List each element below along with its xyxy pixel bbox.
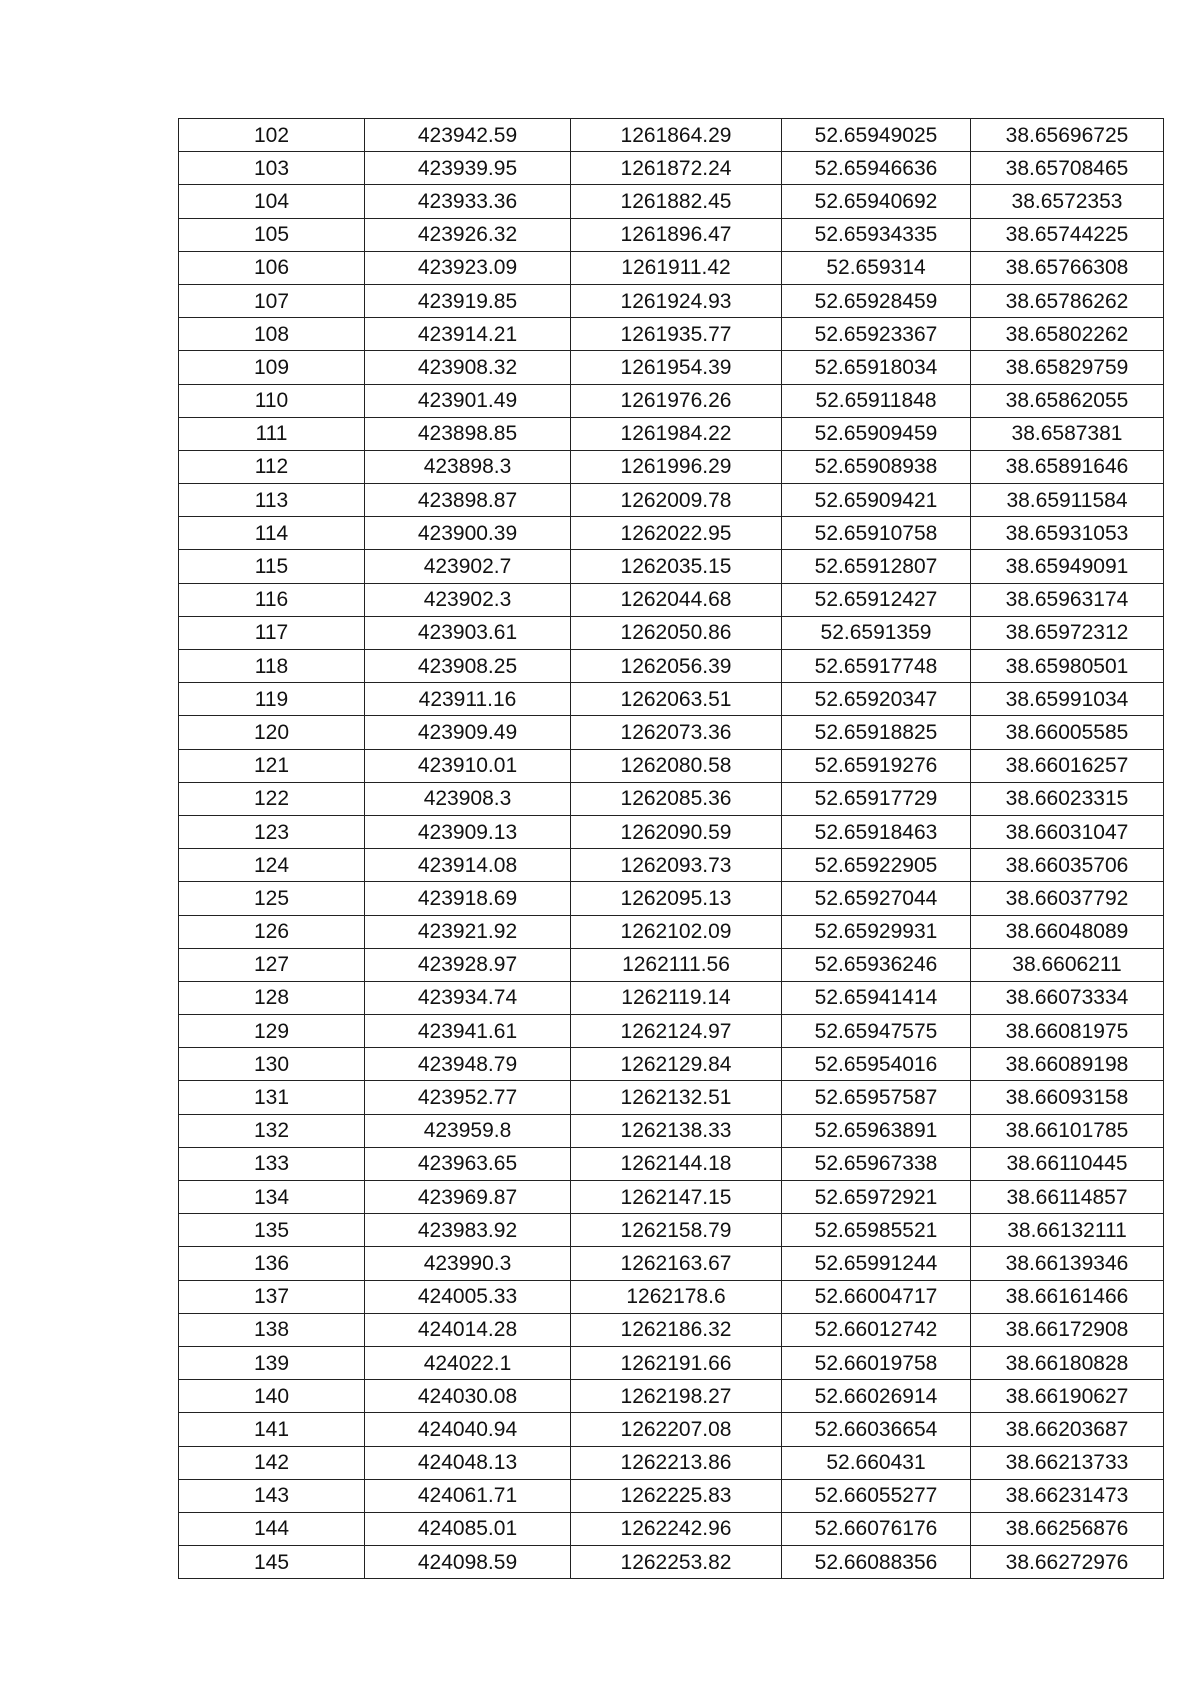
point-number-cell: 131 — [179, 1081, 365, 1114]
table-row — [179, 882, 1164, 915]
table-row — [179, 583, 1164, 616]
longitude-cell: 38.65911584 — [971, 484, 1164, 517]
latitude-cell: 52.65909421 — [782, 484, 971, 517]
coordinates-table — [178, 118, 1164, 1579]
point-number-cell: 115 — [179, 550, 365, 583]
latitude-cell: 52.65991244 — [782, 1247, 971, 1280]
y-coordinate-cell: 1261935.77 — [571, 318, 782, 351]
point-number-cell: 107 — [179, 284, 365, 317]
longitude-cell: 38.66073334 — [971, 981, 1164, 1014]
x-coordinate-cell: 423910.01 — [365, 749, 571, 782]
y-coordinate-cell: 1262191.66 — [571, 1346, 782, 1379]
longitude-cell: 38.6572353 — [971, 185, 1164, 218]
point-number-cell: 116 — [179, 583, 365, 616]
y-coordinate-cell: 1262102.09 — [571, 915, 782, 948]
point-number-cell: 124 — [179, 849, 365, 882]
point-number-cell: 130 — [179, 1048, 365, 1081]
x-coordinate-cell: 423969.87 — [365, 1181, 571, 1214]
latitude-cell: 52.66055277 — [782, 1479, 971, 1512]
x-coordinate-cell: 424085.01 — [365, 1512, 571, 1545]
point-number-cell: 126 — [179, 915, 365, 948]
latitude-cell: 52.65967338 — [782, 1147, 971, 1180]
latitude-cell: 52.660431 — [782, 1446, 971, 1479]
point-number-cell: 114 — [179, 517, 365, 550]
table-row — [179, 915, 1164, 948]
longitude-cell: 38.66089198 — [971, 1048, 1164, 1081]
longitude-cell: 38.66203687 — [971, 1413, 1164, 1446]
x-coordinate-cell: 423942.59 — [365, 119, 571, 152]
x-coordinate-cell: 423948.79 — [365, 1048, 571, 1081]
table-row — [179, 815, 1164, 848]
point-number-cell: 145 — [179, 1546, 365, 1579]
x-coordinate-cell: 423939.95 — [365, 152, 571, 185]
longitude-cell: 38.65786262 — [971, 284, 1164, 317]
longitude-cell: 38.66161466 — [971, 1280, 1164, 1313]
latitude-cell: 52.65928459 — [782, 284, 971, 317]
point-number-cell: 121 — [179, 749, 365, 782]
longitude-cell: 38.66114857 — [971, 1181, 1164, 1214]
point-number-cell: 139 — [179, 1346, 365, 1379]
point-number-cell: 108 — [179, 318, 365, 351]
point-number-cell: 143 — [179, 1479, 365, 1512]
longitude-cell: 38.65708465 — [971, 152, 1164, 185]
table-row — [179, 749, 1164, 782]
table-row — [179, 351, 1164, 384]
table-row — [179, 384, 1164, 417]
y-coordinate-cell: 1262044.68 — [571, 583, 782, 616]
table-row — [179, 1081, 1164, 1114]
longitude-cell: 38.66110445 — [971, 1147, 1164, 1180]
point-number-cell: 111 — [179, 417, 365, 450]
table-row — [179, 1280, 1164, 1313]
table-row — [179, 417, 1164, 450]
table-row — [179, 318, 1164, 351]
table-row — [179, 981, 1164, 1014]
table-row — [179, 251, 1164, 284]
x-coordinate-cell: 423926.32 — [365, 218, 571, 251]
table-row — [179, 1114, 1164, 1147]
table-row — [179, 683, 1164, 716]
x-coordinate-cell: 423902.7 — [365, 550, 571, 583]
table-row — [179, 948, 1164, 981]
y-coordinate-cell: 1261954.39 — [571, 351, 782, 384]
latitude-cell: 52.65941414 — [782, 981, 971, 1014]
x-coordinate-cell: 424030.08 — [365, 1380, 571, 1413]
x-coordinate-cell: 424048.13 — [365, 1446, 571, 1479]
x-coordinate-cell: 423898.85 — [365, 417, 571, 450]
latitude-cell: 52.66036654 — [782, 1413, 971, 1446]
y-coordinate-cell: 1262056.39 — [571, 650, 782, 683]
longitude-cell: 38.65949091 — [971, 550, 1164, 583]
point-number-cell: 117 — [179, 616, 365, 649]
coordinates-table-body — [179, 119, 1164, 1579]
longitude-cell: 38.66231473 — [971, 1479, 1164, 1512]
latitude-cell: 52.6591359 — [782, 616, 971, 649]
table-row — [179, 650, 1164, 683]
table-row — [179, 716, 1164, 749]
latitude-cell: 52.65946636 — [782, 152, 971, 185]
latitude-cell: 52.65985521 — [782, 1214, 971, 1247]
longitude-cell: 38.65744225 — [971, 218, 1164, 251]
latitude-cell: 52.65918034 — [782, 351, 971, 384]
table-row — [179, 1380, 1164, 1413]
longitude-cell: 38.66016257 — [971, 749, 1164, 782]
longitude-cell: 38.66180828 — [971, 1346, 1164, 1379]
point-number-cell: 105 — [179, 218, 365, 251]
point-number-cell: 120 — [179, 716, 365, 749]
y-coordinate-cell: 1262225.83 — [571, 1479, 782, 1512]
y-coordinate-cell: 1262063.51 — [571, 683, 782, 716]
x-coordinate-cell: 423983.92 — [365, 1214, 571, 1247]
table-row — [179, 1313, 1164, 1346]
y-coordinate-cell: 1262124.97 — [571, 1015, 782, 1048]
y-coordinate-cell: 1261976.26 — [571, 384, 782, 417]
longitude-cell: 38.65972312 — [971, 616, 1164, 649]
y-coordinate-cell: 1262198.27 — [571, 1380, 782, 1413]
longitude-cell: 38.66132111 — [971, 1214, 1164, 1247]
y-coordinate-cell: 1262144.18 — [571, 1147, 782, 1180]
latitude-cell: 52.65912807 — [782, 550, 971, 583]
x-coordinate-cell: 423914.21 — [365, 318, 571, 351]
table-row — [179, 450, 1164, 483]
table-row — [179, 1546, 1164, 1579]
latitude-cell: 52.65918825 — [782, 716, 971, 749]
latitude-cell: 52.66088356 — [782, 1546, 971, 1579]
longitude-cell: 38.65766308 — [971, 251, 1164, 284]
latitude-cell: 52.65910758 — [782, 517, 971, 550]
x-coordinate-cell: 423933.36 — [365, 185, 571, 218]
table-row — [179, 782, 1164, 815]
x-coordinate-cell: 423903.61 — [365, 616, 571, 649]
longitude-cell: 38.66101785 — [971, 1114, 1164, 1147]
latitude-cell: 52.65920347 — [782, 683, 971, 716]
table-row — [179, 185, 1164, 218]
latitude-cell: 52.65934335 — [782, 218, 971, 251]
longitude-cell: 38.66213733 — [971, 1446, 1164, 1479]
x-coordinate-cell: 423928.97 — [365, 948, 571, 981]
y-coordinate-cell: 1262080.58 — [571, 749, 782, 782]
table-row — [179, 1479, 1164, 1512]
longitude-cell: 38.65991034 — [971, 683, 1164, 716]
x-coordinate-cell: 423921.92 — [365, 915, 571, 948]
x-coordinate-cell: 423909.13 — [365, 815, 571, 848]
y-coordinate-cell: 1262035.15 — [571, 550, 782, 583]
longitude-cell: 38.66005585 — [971, 716, 1164, 749]
x-coordinate-cell: 423914.08 — [365, 849, 571, 882]
latitude-cell: 52.65954016 — [782, 1048, 971, 1081]
longitude-cell: 38.65891646 — [971, 450, 1164, 483]
x-coordinate-cell: 423901.49 — [365, 384, 571, 417]
x-coordinate-cell: 423908.25 — [365, 650, 571, 683]
x-coordinate-cell: 423900.39 — [365, 517, 571, 550]
x-coordinate-cell: 423990.3 — [365, 1247, 571, 1280]
point-number-cell: 138 — [179, 1313, 365, 1346]
point-number-cell: 106 — [179, 251, 365, 284]
y-coordinate-cell: 1262242.96 — [571, 1512, 782, 1545]
x-coordinate-cell: 423909.49 — [365, 716, 571, 749]
y-coordinate-cell: 1262085.36 — [571, 782, 782, 815]
y-coordinate-cell: 1262050.86 — [571, 616, 782, 649]
y-coordinate-cell: 1261896.47 — [571, 218, 782, 251]
longitude-cell: 38.65980501 — [971, 650, 1164, 683]
point-number-cell: 118 — [179, 650, 365, 683]
latitude-cell: 52.65917729 — [782, 782, 971, 815]
y-coordinate-cell: 1262119.14 — [571, 981, 782, 1014]
latitude-cell: 52.66026914 — [782, 1380, 971, 1413]
table-row — [179, 1446, 1164, 1479]
x-coordinate-cell: 423902.3 — [365, 583, 571, 616]
x-coordinate-cell: 423898.3 — [365, 450, 571, 483]
point-number-cell: 109 — [179, 351, 365, 384]
latitude-cell: 52.65929931 — [782, 915, 971, 948]
table-row — [179, 218, 1164, 251]
latitude-cell: 52.65963891 — [782, 1114, 971, 1147]
point-number-cell: 122 — [179, 782, 365, 815]
point-number-cell: 133 — [179, 1147, 365, 1180]
y-coordinate-cell: 1262073.36 — [571, 716, 782, 749]
longitude-cell: 38.66023315 — [971, 782, 1164, 815]
point-number-cell: 135 — [179, 1214, 365, 1247]
longitude-cell: 38.65696725 — [971, 119, 1164, 152]
y-coordinate-cell: 1261924.93 — [571, 284, 782, 317]
x-coordinate-cell: 423963.65 — [365, 1147, 571, 1180]
latitude-cell: 52.66012742 — [782, 1313, 971, 1346]
latitude-cell: 52.65922905 — [782, 849, 971, 882]
x-coordinate-cell: 423908.3 — [365, 782, 571, 815]
x-coordinate-cell: 423898.87 — [365, 484, 571, 517]
point-number-cell: 103 — [179, 152, 365, 185]
y-coordinate-cell: 1261864.29 — [571, 119, 782, 152]
latitude-cell: 52.65936246 — [782, 948, 971, 981]
table-row — [179, 284, 1164, 317]
longitude-cell: 38.66048089 — [971, 915, 1164, 948]
table-row — [179, 484, 1164, 517]
longitude-cell: 38.66093158 — [971, 1081, 1164, 1114]
y-coordinate-cell: 1262186.32 — [571, 1313, 782, 1346]
y-coordinate-cell: 1262111.56 — [571, 948, 782, 981]
table-row — [179, 849, 1164, 882]
latitude-cell: 52.65957587 — [782, 1081, 971, 1114]
y-coordinate-cell: 1262090.59 — [571, 815, 782, 848]
x-coordinate-cell: 423934.74 — [365, 981, 571, 1014]
table-row — [179, 616, 1164, 649]
table-row — [179, 1181, 1164, 1214]
longitude-cell: 38.66190627 — [971, 1380, 1164, 1413]
longitude-cell: 38.66272976 — [971, 1546, 1164, 1579]
latitude-cell: 52.66004717 — [782, 1280, 971, 1313]
latitude-cell: 52.65947575 — [782, 1015, 971, 1048]
table-row — [179, 1413, 1164, 1446]
table-row — [179, 1015, 1164, 1048]
table-row — [179, 517, 1164, 550]
latitude-cell: 52.659314 — [782, 251, 971, 284]
x-coordinate-cell: 423919.85 — [365, 284, 571, 317]
y-coordinate-cell: 1261996.29 — [571, 450, 782, 483]
point-number-cell: 123 — [179, 815, 365, 848]
longitude-cell: 38.65931053 — [971, 517, 1164, 550]
point-number-cell: 110 — [179, 384, 365, 417]
latitude-cell: 52.65923367 — [782, 318, 971, 351]
x-coordinate-cell: 424014.28 — [365, 1313, 571, 1346]
longitude-cell: 38.66172908 — [971, 1313, 1164, 1346]
x-coordinate-cell: 423959.8 — [365, 1114, 571, 1147]
x-coordinate-cell: 424098.59 — [365, 1546, 571, 1579]
y-coordinate-cell: 1262158.79 — [571, 1214, 782, 1247]
longitude-cell: 38.66035706 — [971, 849, 1164, 882]
y-coordinate-cell: 1261984.22 — [571, 417, 782, 450]
table-row — [179, 1048, 1164, 1081]
point-number-cell: 112 — [179, 450, 365, 483]
longitude-cell: 38.6587381 — [971, 417, 1164, 450]
point-number-cell: 136 — [179, 1247, 365, 1280]
x-coordinate-cell: 424040.94 — [365, 1413, 571, 1446]
y-coordinate-cell: 1262095.13 — [571, 882, 782, 915]
longitude-cell: 38.6606211 — [971, 948, 1164, 981]
latitude-cell: 52.65972921 — [782, 1181, 971, 1214]
y-coordinate-cell: 1262213.86 — [571, 1446, 782, 1479]
table-row — [179, 1214, 1164, 1247]
longitude-cell: 38.66139346 — [971, 1247, 1164, 1280]
longitude-cell: 38.65862055 — [971, 384, 1164, 417]
table-row — [179, 152, 1164, 185]
latitude-cell: 52.65908938 — [782, 450, 971, 483]
x-coordinate-cell: 424061.71 — [365, 1479, 571, 1512]
point-number-cell: 134 — [179, 1181, 365, 1214]
table-row — [179, 550, 1164, 583]
longitude-cell: 38.66037792 — [971, 882, 1164, 915]
longitude-cell: 38.66256876 — [971, 1512, 1164, 1545]
longitude-cell: 38.65802262 — [971, 318, 1164, 351]
x-coordinate-cell: 423952.77 — [365, 1081, 571, 1114]
x-coordinate-cell: 423911.16 — [365, 683, 571, 716]
point-number-cell: 144 — [179, 1512, 365, 1545]
y-coordinate-cell: 1261872.24 — [571, 152, 782, 185]
point-number-cell: 137 — [179, 1280, 365, 1313]
point-number-cell: 142 — [179, 1446, 365, 1479]
point-number-cell: 132 — [179, 1114, 365, 1147]
point-number-cell: 128 — [179, 981, 365, 1014]
latitude-cell: 52.65949025 — [782, 119, 971, 152]
y-coordinate-cell: 1262009.78 — [571, 484, 782, 517]
latitude-cell: 52.65917748 — [782, 650, 971, 683]
table-row — [179, 119, 1164, 152]
y-coordinate-cell: 1262147.15 — [571, 1181, 782, 1214]
latitude-cell: 52.65912427 — [782, 583, 971, 616]
y-coordinate-cell: 1261882.45 — [571, 185, 782, 218]
longitude-cell: 38.66031047 — [971, 815, 1164, 848]
table-row — [179, 1247, 1164, 1280]
x-coordinate-cell: 423923.09 — [365, 251, 571, 284]
x-coordinate-cell: 424022.1 — [365, 1346, 571, 1379]
table-row — [179, 1512, 1164, 1545]
latitude-cell: 52.66019758 — [782, 1346, 971, 1379]
y-coordinate-cell: 1262132.51 — [571, 1081, 782, 1114]
x-coordinate-cell: 424005.33 — [365, 1280, 571, 1313]
point-number-cell: 127 — [179, 948, 365, 981]
latitude-cell: 52.65909459 — [782, 417, 971, 450]
x-coordinate-cell: 423918.69 — [365, 882, 571, 915]
latitude-cell: 52.65911848 — [782, 384, 971, 417]
latitude-cell: 52.66076176 — [782, 1512, 971, 1545]
y-coordinate-cell: 1262022.95 — [571, 517, 782, 550]
x-coordinate-cell: 423941.61 — [365, 1015, 571, 1048]
point-number-cell: 140 — [179, 1380, 365, 1413]
x-coordinate-cell: 423908.32 — [365, 351, 571, 384]
point-number-cell: 141 — [179, 1413, 365, 1446]
y-coordinate-cell: 1261911.42 — [571, 251, 782, 284]
longitude-cell: 38.66081975 — [971, 1015, 1164, 1048]
table-row — [179, 1346, 1164, 1379]
y-coordinate-cell: 1262253.82 — [571, 1546, 782, 1579]
y-coordinate-cell: 1262178.6 — [571, 1280, 782, 1313]
point-number-cell: 119 — [179, 683, 365, 716]
latitude-cell: 52.65927044 — [782, 882, 971, 915]
point-number-cell: 104 — [179, 185, 365, 218]
y-coordinate-cell: 1262207.08 — [571, 1413, 782, 1446]
latitude-cell: 52.65919276 — [782, 749, 971, 782]
point-number-cell: 113 — [179, 484, 365, 517]
latitude-cell: 52.65918463 — [782, 815, 971, 848]
table-row — [179, 1147, 1164, 1180]
point-number-cell: 125 — [179, 882, 365, 915]
latitude-cell: 52.65940692 — [782, 185, 971, 218]
y-coordinate-cell: 1262138.33 — [571, 1114, 782, 1147]
y-coordinate-cell: 1262093.73 — [571, 849, 782, 882]
longitude-cell: 38.65963174 — [971, 583, 1164, 616]
point-number-cell: 102 — [179, 119, 365, 152]
y-coordinate-cell: 1262129.84 — [571, 1048, 782, 1081]
longitude-cell: 38.65829759 — [971, 351, 1164, 384]
point-number-cell: 129 — [179, 1015, 365, 1048]
y-coordinate-cell: 1262163.67 — [571, 1247, 782, 1280]
